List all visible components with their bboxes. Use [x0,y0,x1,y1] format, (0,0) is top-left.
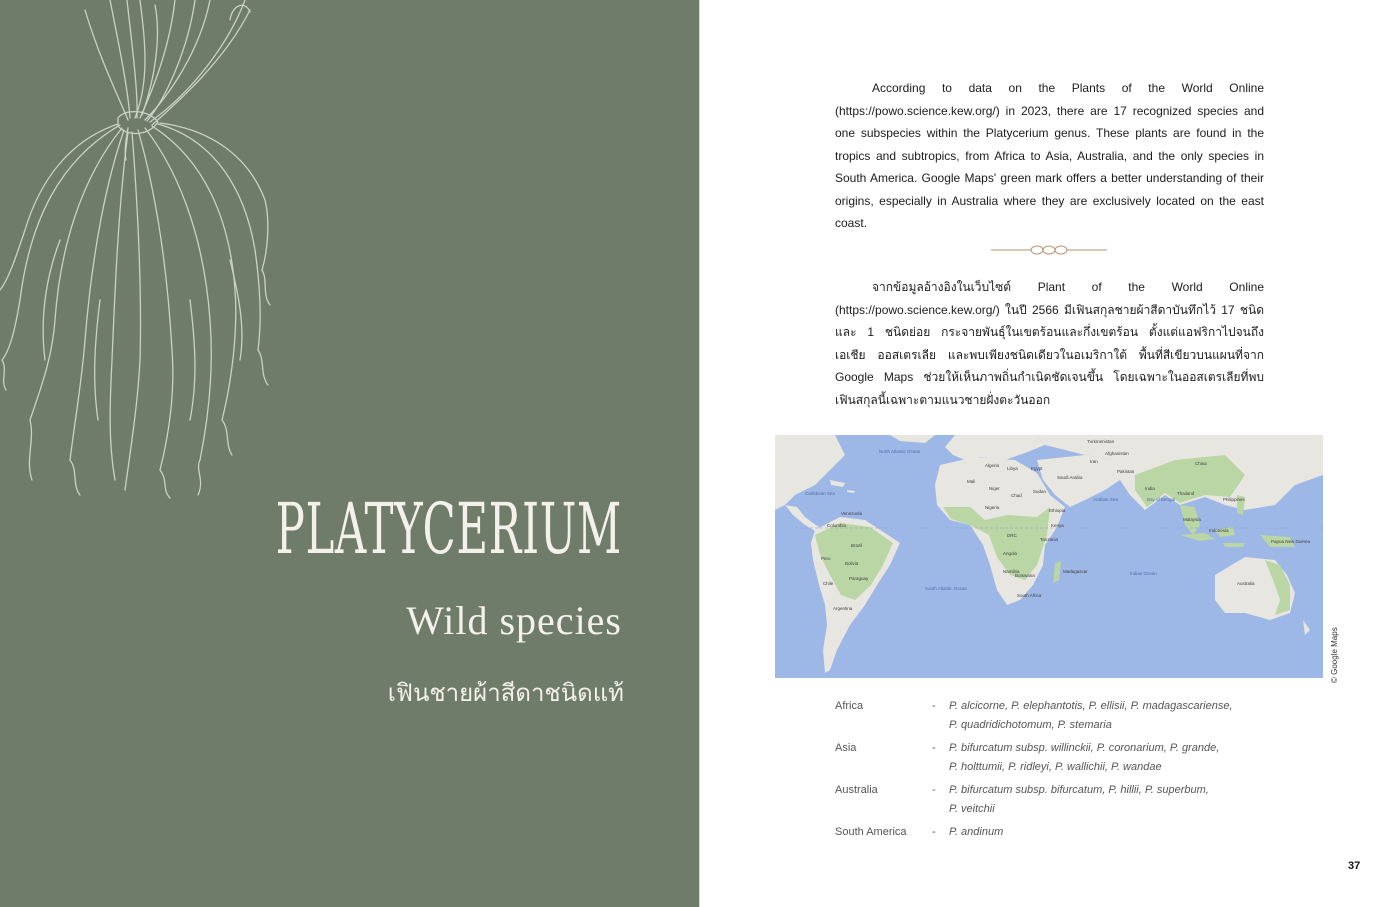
map-label-afghanistan: Afghanistan [1105,451,1129,456]
species-names [949,781,1275,819]
map-label-thailand: Thailand [1177,491,1195,496]
species-line: P. bifurcatum subsp. bifurcatum, P. hillii, P. superbum, [949,784,1209,796]
map-label-libya: Libya [1007,466,1018,471]
species-row [835,697,1275,735]
species-dash: - [932,742,936,754]
species-region: Australia [835,784,878,796]
map-label-indian-ocean: Indian Ocean [1130,571,1157,576]
map-label-kenya: Kenya [1051,523,1064,528]
map-label-malaysia: Malaysia [1183,517,1201,522]
map-label-arabian-sea: Arabian Sea [1093,497,1118,502]
map-label-chad: Chad [1011,493,1022,498]
species-region: Africa [835,700,864,712]
map-label-namibia: Namibia [1003,569,1020,574]
map-label-brazil: Brazil [851,543,863,548]
map-label-drc: DRC [1007,533,1017,538]
world-distribution-map [775,435,1323,678]
species-names [949,823,1275,842]
fern-illustration [0,0,420,500]
species-line: P. holttumii, P. ridleyi, P. wallichii, P. wandae [949,761,1162,773]
ornament-divider [991,243,1107,257]
species-line: P. alcicorne, P. elephantotis, P. ellisii, P. madagascariense, [949,700,1233,712]
english-paragraph: According to data on the Plants of the World Online (https://powo.science.kew.org/) in 2023, there are 17 recognized species and one subspecies within the Platycerium genus. These plants are found in the tropics and subtropics, from Africa to Asia, Australia, and the only species in South America. Google Maps' green mark offers a better understanding of their origins, especially in Australia where they are exclusively located on the east coast. [835,81,1264,230]
species-line: P. bifurcatum subsp. willinckii, P. coronarium, P. grande, [949,742,1220,754]
map-label-saudi-arabia: Saudi Arabia [1057,475,1083,480]
species-region: South America [835,826,907,838]
species-row [835,739,1275,777]
map-label-papua-new-guinea: Papua New Guinea [1271,539,1311,544]
map-label-algeria: Algeria [985,463,1000,468]
map-label-pakistan: Pakistan [1117,469,1135,474]
map-label-bay-of-bengal: Bay of Bengal [1147,497,1176,502]
species-dash: - [932,700,936,712]
map-label-south-atlantic: South Atlantic Ocean [925,586,968,591]
map-label-north-atlantic: North Atlantic Ocean [879,449,921,454]
map-label-paraguay: Paraguay [849,576,869,581]
species-names [949,697,1275,735]
map-label-turkmenistan: Turkmenistan [1087,439,1115,444]
map-label-indonesia: Indonesia [1209,528,1229,533]
species-line: P. veitchii [949,803,995,815]
map-label-bolivia: Bolivia [845,561,859,566]
map-label-mali: Mali [967,479,976,484]
page-title: PLATYCERIUM [275,488,622,570]
map-label-venezuela: Venezuela [841,511,863,516]
map-label-tanzania: Tanzania [1040,537,1059,542]
thai-paragraph: จากข้อมูลอ้างอิงในเว็บไซต์ Plant of the World Online (https://powo.science.kew.org/) ในปี 2566 มีเฟินสกุลชายผ้าสีดาบันทึกไว้ 17 ชนิด และ 1 ชนิดย่อย กระจายพันธุ์ในเขตร้อนและกึ่งเขตร้อน ตั้งแต่แอฟริกาไปจนถึงเอเชีย ออสเตรเลีย และพบเพียงชนิดเดียวในอเมริกาใต้ พื้นที่สีเขียวบนแผนที่จาก Google Maps ช่วยให้เห็นภาพถิ่นกำเนิดชัดเจนขึ้น โดยเฉพาะในออสเตรเลียที่พบเฟินสกุลนี้เฉพาะตามแนวชายฝั่งตะวันออก [835,280,1264,407]
map-label-angola: Angola [1003,551,1018,556]
page-subtitle: Wild species [406,598,622,643]
species-row [835,781,1275,819]
map-label-sudan: Sudan [1033,489,1047,494]
map-label-india: India [1145,486,1155,491]
right-page [699,0,1398,907]
map-label-caribbean-sea: Caribbean Sea [805,491,836,496]
map-label-peru: Peru [821,556,831,561]
species-row [835,823,1275,842]
species-dash: - [932,784,936,796]
map-label-chile: Chile [823,581,834,586]
thai-subtitle: เฟินชายผ้าสีดาชนิดแท้ [387,679,624,707]
map-label-egypt: Egypt [1031,466,1043,471]
map-label-iran: Iran [1090,459,1098,464]
map-label-south-africa: South Africa [1017,593,1042,598]
map-credit: © Google Maps [1330,627,1339,683]
map-label-nigeria: Nigeria [985,505,1000,510]
map-label-australia: Australia [1237,581,1255,586]
map-label-colombia: Colombia [827,523,847,528]
species-line: P. andinum [949,826,1004,838]
map-label-botswana: Botswana [1015,573,1035,578]
map-label-argentina: Argentina [833,606,853,611]
species-dash: - [932,826,936,838]
map-label-niger: Niger [989,486,1000,491]
species-region: Asia [835,742,857,754]
map-label-ethiopia: Ethiopia [1049,508,1066,513]
species-names [949,739,1275,777]
map-label-philippines: Philippines [1223,497,1245,502]
map-label-china: China [1195,461,1207,466]
species-line: P. quadridichotomum, P. stemaria [949,719,1112,731]
map-label-madagascar: Madagascar [1063,569,1088,574]
page-number: 37 [1348,860,1361,872]
species-list [835,697,1275,846]
